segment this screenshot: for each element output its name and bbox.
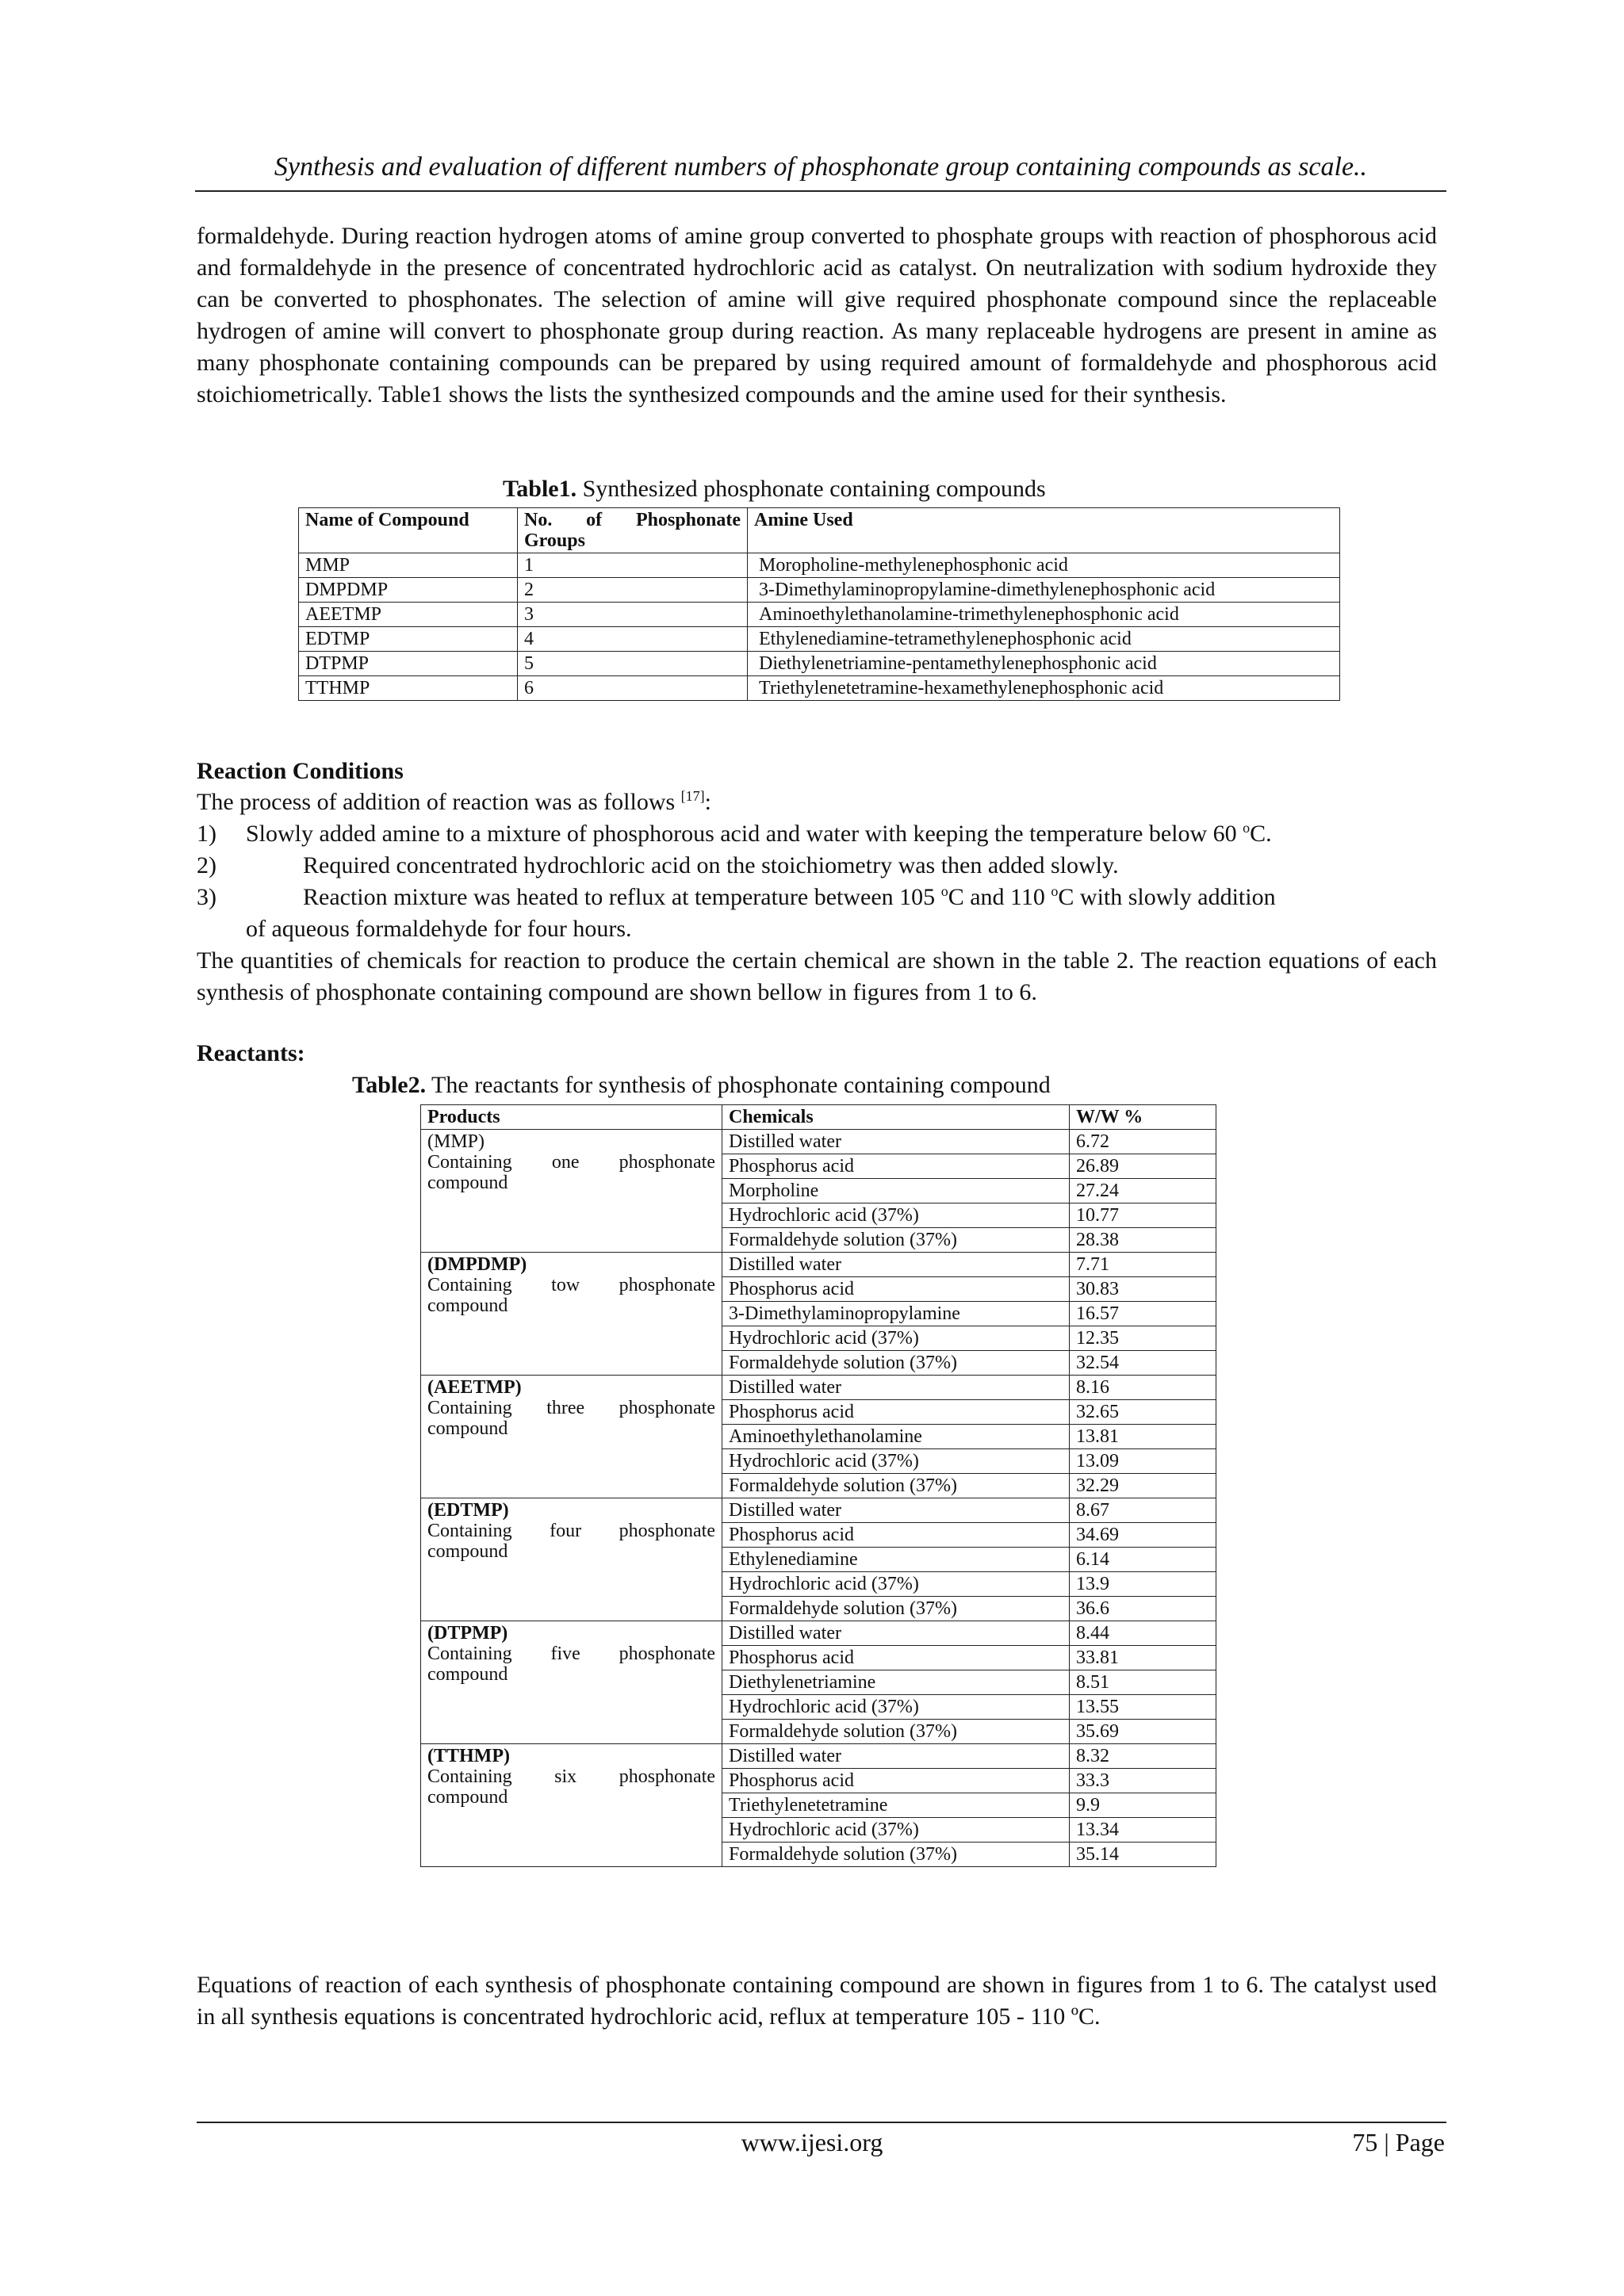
step-text-part: Reaction mixture was heated to reflux at temperature between 105 <box>303 884 941 910</box>
table1-cell: 3 <box>518 603 748 627</box>
closing-paragraph: Equations of reaction of each synthesis of phosphonate containing compound are shown in figures from 1 to 6. The catalyst used in all synthesis equations is concentrated hydrochloric acid, reflux at temperature 105 - 110 ºC. <box>197 1972 1437 2030</box>
table2-chemical-cell: Diethylenetriamine <box>722 1670 1070 1695</box>
product-code: (AEETMP) <box>427 1377 522 1398</box>
table2-percent-cell: 6.72 <box>1070 1130 1216 1154</box>
table2-chemical-cell: Distilled water <box>722 1498 1070 1523</box>
table1-row <box>299 652 1340 676</box>
table2-percent-cell: 6.14 <box>1070 1548 1216 1572</box>
table1-cell: 4 <box>518 627 748 652</box>
table2-chemical-cell: Aminoethylethanolamine <box>722 1425 1070 1449</box>
table2-percent-cell: 13.34 <box>1070 1818 1216 1843</box>
degree-mark: o <box>1243 820 1251 836</box>
table2-percent-cell: 8.51 <box>1070 1670 1216 1695</box>
table2-header-cell: Products <box>421 1105 722 1130</box>
table2-row <box>421 1253 1216 1277</box>
table2-chemical-cell: Distilled water <box>722 1744 1070 1769</box>
table1-cell: 3-Dimethylaminopropylamine-dimethylenephosphonic acid <box>748 578 1340 603</box>
table2-chemical-cell: Hydrochloric acid (37%) <box>722 1203 1070 1228</box>
table2-chemical-cell: Hydrochloric acid (37%) <box>722 1818 1070 1843</box>
table2-percent-cell: 35.69 <box>1070 1720 1216 1744</box>
table2-product-cell <box>421 1498 722 1621</box>
table2-percent-cell: 28.38 <box>1070 1228 1216 1253</box>
table2-percent-cell: 30.83 <box>1070 1277 1216 1302</box>
step-number: 3) <box>197 884 216 910</box>
table2-product-cell <box>421 1376 722 1498</box>
table2-percent-cell: 13.09 <box>1070 1449 1216 1474</box>
table2-product-cell <box>421 1744 722 1867</box>
table1-cell: Ethylenediamine-tetramethylenephosphonic acid <box>748 627 1340 652</box>
table1-synthesized-compounds <box>298 507 1340 701</box>
product-description: Containing five phosphonate compound <box>427 1644 715 1685</box>
table2-title: The reactants for synthesis of phosphonate containing compound <box>426 1072 1051 1098</box>
table2-percent-cell: 8.32 <box>1070 1744 1216 1769</box>
table2-row <box>421 1744 1216 1769</box>
table1-header-cell: Name of Compound <box>299 508 518 553</box>
table2-percent-cell: 7.71 <box>1070 1253 1216 1277</box>
footer-website: www.ijesi.org <box>741 2128 883 2156</box>
footer-divider <box>197 2122 1446 2123</box>
table2-reactants <box>420 1104 1216 1867</box>
table1-header-cell: Amine Used <box>748 508 1340 553</box>
table1-title: Synthesized phosphonate containing compounds <box>576 476 1046 502</box>
step-text <box>246 818 1437 850</box>
table2-chemical-cell: Distilled water <box>722 1376 1070 1400</box>
step-number: 1) <box>197 821 216 847</box>
table1-cell: Moropholine-methylenephosphonic acid <box>748 553 1340 578</box>
table2-caption <box>352 1072 1051 1099</box>
table1-header-cell: No. of Phosphonate Groups <box>518 508 748 553</box>
step-text: Required concentrated hydrochloric acid on the stoichiometry was then added slowly. <box>303 852 1119 878</box>
product-code: (DTPMP) <box>427 1623 508 1644</box>
table2-chemical-cell: Formaldehyde solution (37%) <box>722 1228 1070 1253</box>
table2-percent-cell: 13.9 <box>1070 1572 1216 1597</box>
table2-chemical-cell: 3-Dimethylaminopropylamine <box>722 1302 1070 1326</box>
table2-percent-cell: 33.3 <box>1070 1769 1216 1793</box>
product-description: Containing six phosphonate compound <box>427 1766 715 1808</box>
table2-chemical-cell: Formaldehyde solution (37%) <box>722 1720 1070 1744</box>
product-description: Containing three phosphonate compound <box>427 1398 715 1439</box>
table1-cell: Triethylenetetramine-hexamethylenephosphonic acid <box>748 676 1340 701</box>
table2-row <box>421 1498 1216 1523</box>
table1-cell: DTPMP <box>299 652 518 676</box>
reactants-heading: Reactants: <box>197 1040 305 1066</box>
table2-percent-cell: 16.57 <box>1070 1302 1216 1326</box>
table1-label: Table1. <box>503 476 577 502</box>
table2-product-cell <box>421 1621 722 1744</box>
table2-header-cell: W/W % <box>1070 1105 1216 1130</box>
table2-chemical-cell: Phosphorus acid <box>722 1277 1070 1302</box>
table2-chemical-cell: Distilled water <box>722 1130 1070 1154</box>
table2-row <box>421 1621 1216 1646</box>
reaction-conditions-heading: Reaction Conditions <box>197 758 404 784</box>
table1-cell: Diethylenetriamine-pentamethylenephosphonic acid <box>748 652 1340 676</box>
table2-header-cell: Chemicals <box>722 1105 1070 1130</box>
table1-caption <box>503 476 1046 503</box>
table2-product-cell <box>421 1130 722 1253</box>
step-text-part: C and 110 <box>948 884 1051 910</box>
degree-mark: o <box>940 883 948 899</box>
table2-chemical-cell: Morpholine <box>722 1179 1070 1203</box>
step-text <box>303 882 1437 913</box>
product-description: Containing one phosphonate compound <box>427 1152 715 1193</box>
product-code: (TTHMP) <box>427 1746 510 1766</box>
product-code: (EDTMP) <box>427 1500 509 1521</box>
table2-chemical-cell: Distilled water <box>722 1621 1070 1646</box>
table1-cell: EDTMP <box>299 627 518 652</box>
table2-chemical-cell: Phosphorus acid <box>722 1154 1070 1179</box>
step-text-part: C with slowly addition <box>1058 884 1276 910</box>
table2-percent-cell: 27.24 <box>1070 1179 1216 1203</box>
reaction-conditions-intro <box>197 786 1437 818</box>
table2-percent-cell: 32.65 <box>1070 1400 1216 1425</box>
table2-chemical-cell: Phosphorus acid <box>722 1400 1070 1425</box>
table1-cell: AEETMP <box>299 603 518 627</box>
table2-percent-cell: 8.67 <box>1070 1498 1216 1523</box>
table1-row <box>299 603 1340 627</box>
header-divider <box>195 190 1446 192</box>
table2-chemical-cell: Formaldehyde solution (37%) <box>722 1597 1070 1621</box>
table2-chemical-cell: Phosphorus acid <box>722 1769 1070 1793</box>
citation-ref: [17] <box>680 788 705 804</box>
table2-chemical-cell: Distilled water <box>722 1253 1070 1277</box>
intro-paragraph: formaldehyde. During reaction hydrogen atoms of amine group converted to phosphate groups with reaction of phosphorous acid and formaldehyde in the presence of concentrated hydrochloric acid as catalyst. On neutralization with sodium hydroxide they can be converted to phosphonates. The selection of amine will give required phosphonate compound since the replaceable hydrogen of amine will convert to phosphonate group during reaction. As many replaceable hydrogens are present in amine as many phosphonate containing compounds can be prepared by using required amount of formaldehyde and phosphorous acid stoichiometrically. Table1 shows the lists the synthesized compounds and the amine used for their synthesis. <box>197 223 1437 408</box>
degree-mark: o <box>1051 883 1059 899</box>
table2-percent-cell: 10.77 <box>1070 1203 1216 1228</box>
table1-cell: TTHMP <box>299 676 518 701</box>
table2-chemical-cell: Formaldehyde solution (37%) <box>722 1351 1070 1376</box>
table1-row <box>299 676 1340 701</box>
table1-row <box>299 627 1340 652</box>
table2-percent-cell: 33.81 <box>1070 1646 1216 1670</box>
table1-cell: 6 <box>518 676 748 701</box>
table1-cell: 5 <box>518 652 748 676</box>
table2-chemical-cell: Ethylenediamine <box>722 1548 1070 1572</box>
table1-cell: 2 <box>518 578 748 603</box>
table2-row <box>421 1376 1216 1400</box>
table2-percent-cell: 34.69 <box>1070 1523 1216 1548</box>
intro-colon: : <box>704 789 712 815</box>
table1-header-row <box>299 508 1340 553</box>
table1-cell: DMPDMP <box>299 578 518 603</box>
table2-chemical-cell: Formaldehyde solution (37%) <box>722 1843 1070 1867</box>
step-text-part: C. <box>1250 821 1272 847</box>
table2-chemical-cell: Hydrochloric acid (37%) <box>722 1695 1070 1720</box>
step-number: 2) <box>197 852 216 878</box>
table2-percent-cell: 32.29 <box>1070 1474 1216 1498</box>
table2-chemical-cell: Phosphorus acid <box>722 1646 1070 1670</box>
quantities-paragraph: The quantities of chemicals for reaction to produce the certain chemical are shown in the table 2. The reaction equations of each synthesis of phosphonate containing compound are shown bellow in figures from 1 to 6. <box>197 947 1437 1005</box>
step-text-part: Slowly added amine to a mixture of phosphorous acid and water with keeping the temperature below 60 <box>246 821 1243 847</box>
footer-page-number: 75 | Page <box>1352 2128 1445 2156</box>
table2-chemical-cell: Triethylenetetramine <box>722 1793 1070 1818</box>
table2-percent-cell: 36.6 <box>1070 1597 1216 1621</box>
table1-cell: 1 <box>518 553 748 578</box>
table2-percent-cell: 26.89 <box>1070 1154 1216 1179</box>
table2-percent-cell: 13.55 <box>1070 1695 1216 1720</box>
table2-chemical-cell: Hydrochloric acid (37%) <box>722 1326 1070 1351</box>
table2-chemical-cell: Hydrochloric acid (37%) <box>722 1449 1070 1474</box>
table2-chemical-cell: Formaldehyde solution (37%) <box>722 1474 1070 1498</box>
table2-percent-cell: 32.54 <box>1070 1351 1216 1376</box>
table2-header-row <box>421 1105 1216 1130</box>
table1-row <box>299 553 1340 578</box>
table2-chemical-cell: Hydrochloric acid (37%) <box>722 1572 1070 1597</box>
running-header: Synthesis and evaluation of different numbers of phosphonate group containing compounds as scale.. <box>274 152 1368 182</box>
table2-percent-cell: 13.81 <box>1070 1425 1216 1449</box>
product-code: (DMPDMP) <box>427 1254 527 1275</box>
product-description: Containing four phosphonate compound <box>427 1521 715 1562</box>
product-code: (MMP) <box>427 1131 485 1152</box>
table1-cell: MMP <box>299 553 518 578</box>
table2-percent-cell: 8.44 <box>1070 1621 1216 1646</box>
table2-product-cell <box>421 1253 722 1376</box>
table2-percent-cell: 12.35 <box>1070 1326 1216 1351</box>
table1-cell: Aminoethylethanolamine-trimethylenephosphonic acid <box>748 603 1340 627</box>
table1-row <box>299 578 1340 603</box>
intro-text: The process of addition of reaction was as follows <box>197 789 681 815</box>
step-3 <box>197 882 1437 945</box>
table2-chemical-cell: Phosphorus acid <box>722 1523 1070 1548</box>
table2-percent-cell: 35.14 <box>1070 1843 1216 1867</box>
table2-label: Table2. <box>352 1072 427 1098</box>
table2-row <box>421 1130 1216 1154</box>
table2-percent-cell: 8.16 <box>1070 1376 1216 1400</box>
product-description: Containing tow phosphonate compound <box>427 1275 715 1316</box>
step-continuation: of aqueous formaldehyde for four hours. <box>246 916 632 942</box>
table2-percent-cell: 9.9 <box>1070 1793 1216 1818</box>
